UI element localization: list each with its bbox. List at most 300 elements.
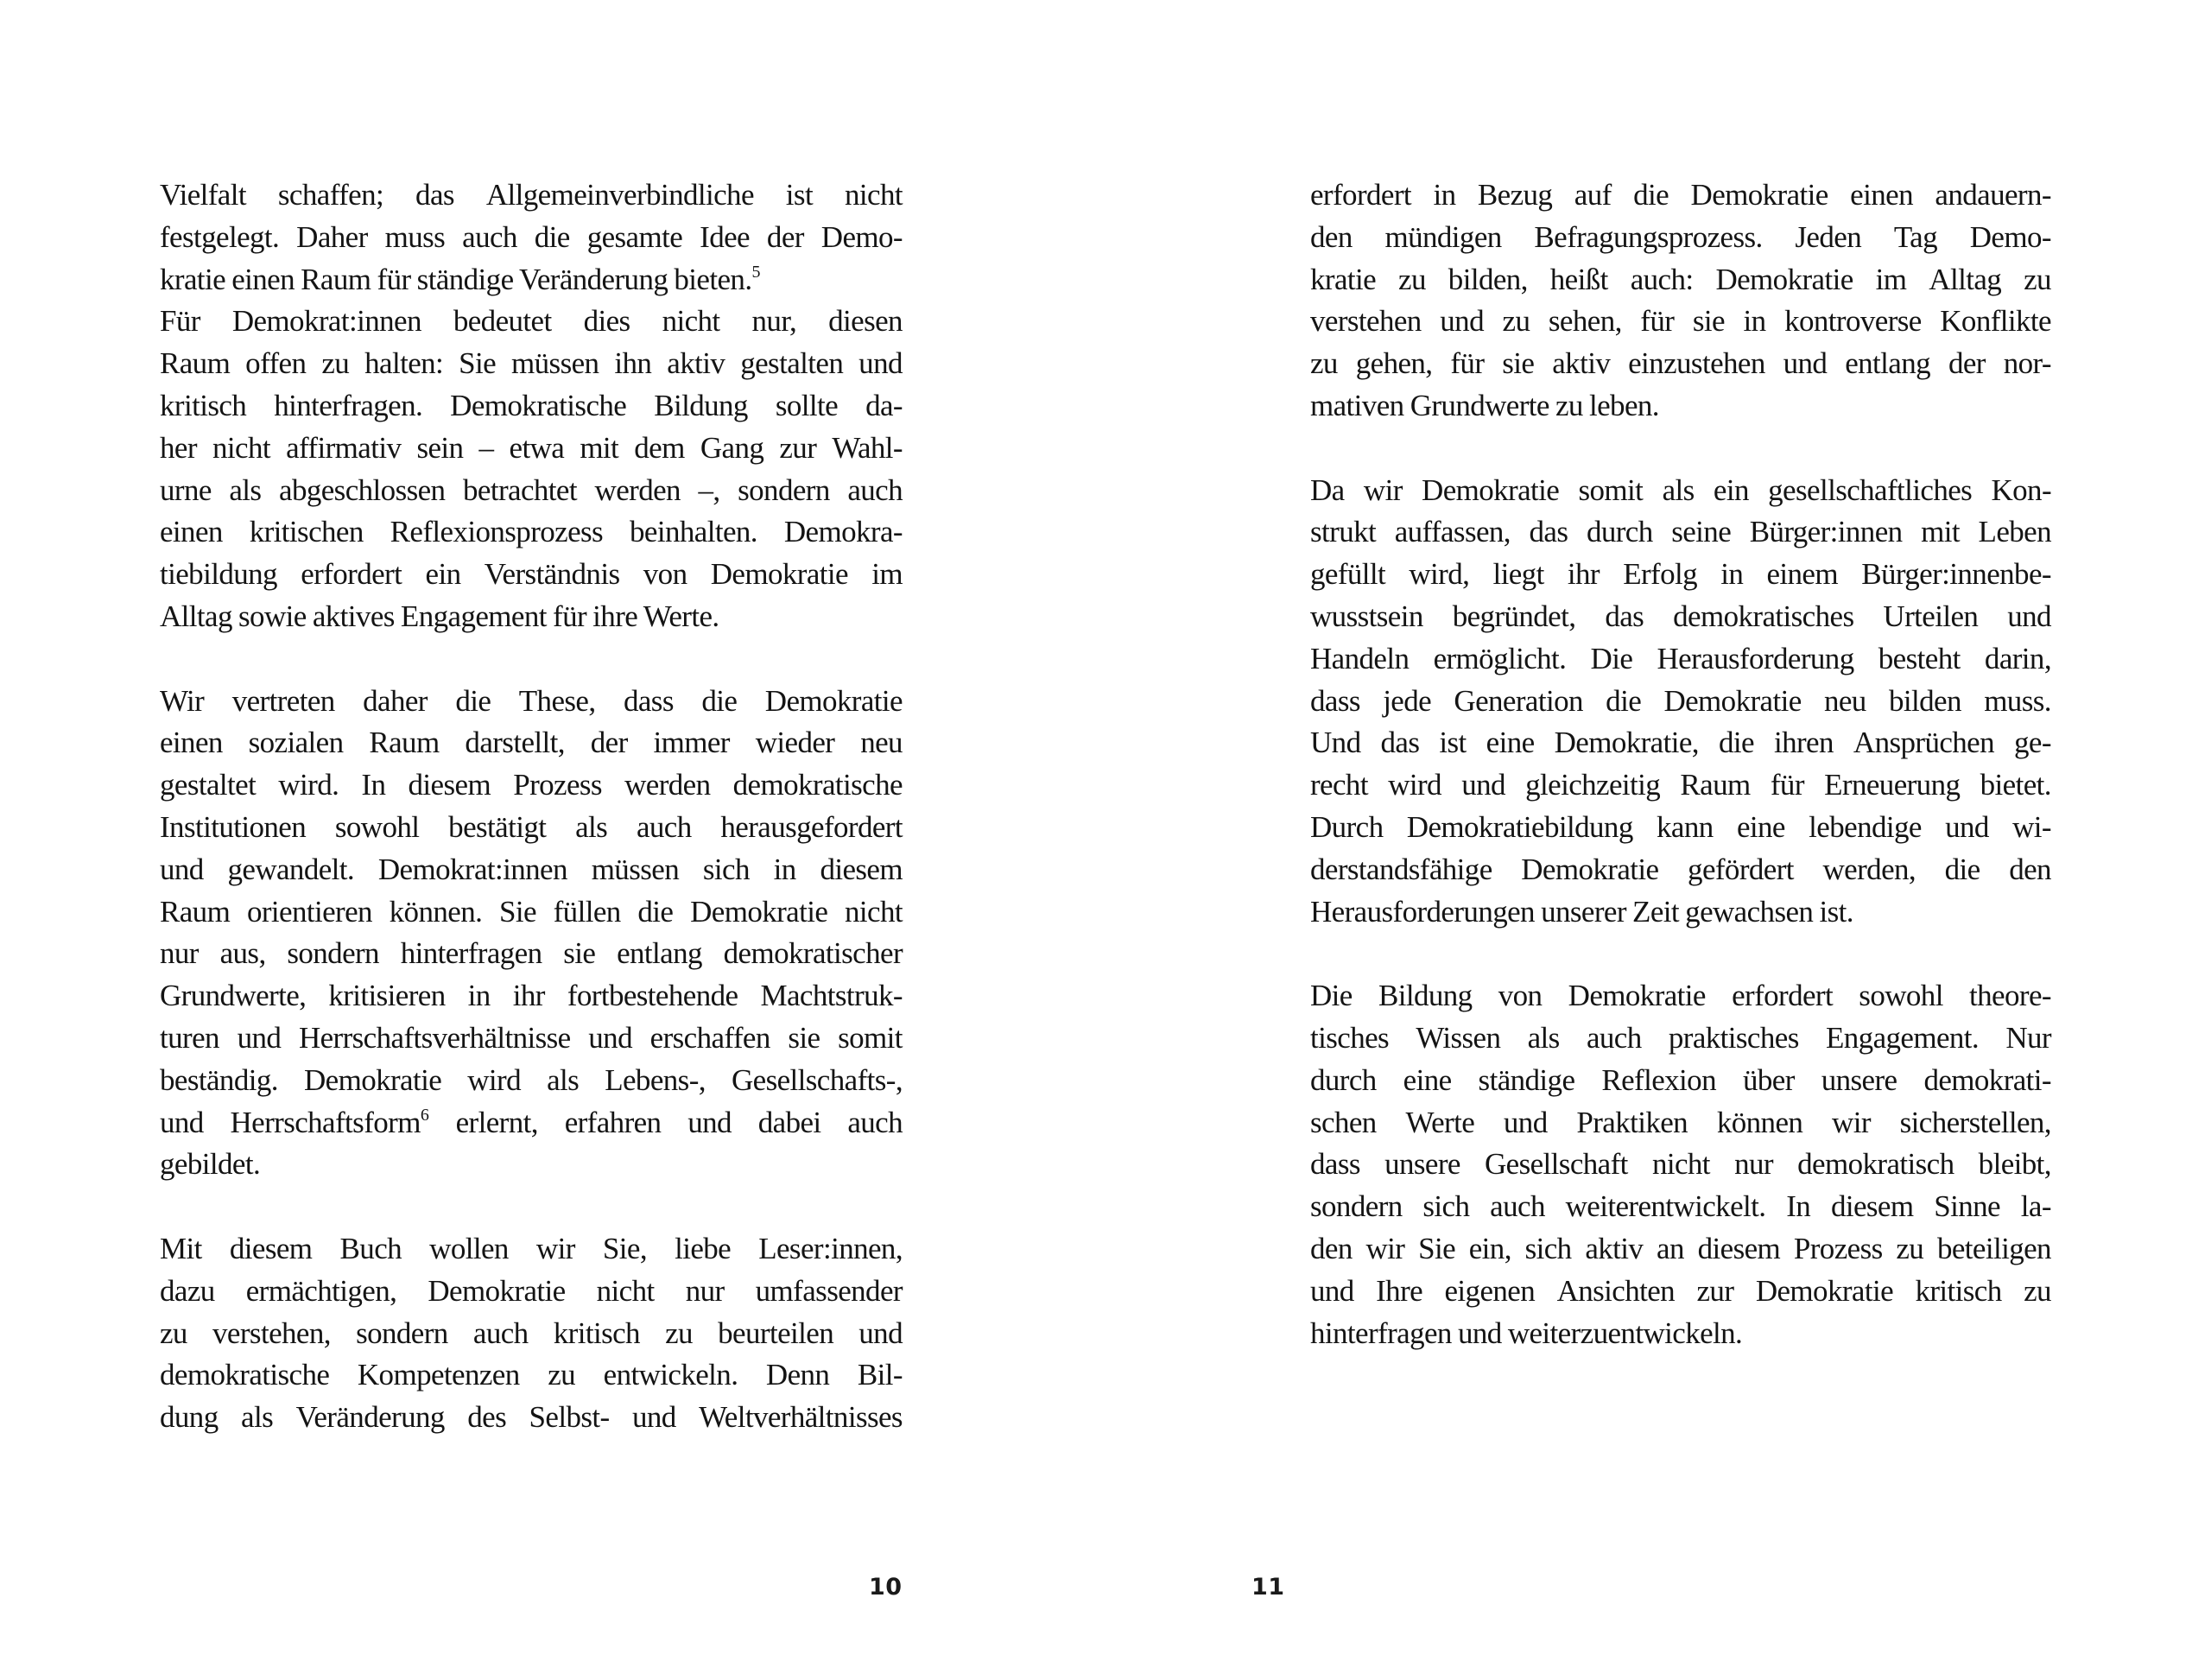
text-line	[1310, 511, 2051, 554]
word: erlernt,	[455, 1105, 538, 1139]
word: für	[1450, 346, 1485, 381]
word: einen	[160, 515, 223, 549]
word: sie	[1692, 304, 1725, 339]
word: auch	[847, 1105, 903, 1139]
word: Demokratie	[1568, 979, 1706, 1013]
word: kontroverse	[1784, 304, 1922, 339]
word: dies	[583, 304, 630, 339]
word: und	[1310, 1273, 1354, 1308]
word: einen	[1850, 178, 1913, 212]
right-page	[1106, 0, 2211, 1680]
word: seine	[1671, 515, 1732, 549]
word: auch	[847, 472, 903, 507]
text-line	[1310, 807, 2051, 849]
word: Urteilen	[1883, 599, 1979, 633]
word: zu	[1502, 304, 1530, 339]
word: wir	[1832, 1105, 1871, 1139]
word: sich	[1524, 1231, 1572, 1265]
word: daher	[363, 683, 428, 718]
word: müssen	[591, 852, 680, 886]
word: Befragungsprozess.	[1534, 219, 1763, 254]
word: und	[1503, 1105, 1548, 1139]
word: zu	[160, 1315, 187, 1350]
word: Demokratie	[303, 1062, 442, 1097]
left-page-number: 10	[869, 1574, 903, 1601]
word: Ihre	[1376, 1273, 1423, 1308]
word: ihr	[512, 979, 545, 1013]
text-line	[160, 385, 903, 428]
word: zur	[1696, 1273, 1734, 1308]
word: erfahren	[564, 1105, 662, 1139]
word: die	[1633, 178, 1669, 212]
word: Selbst-	[529, 1400, 610, 1435]
word: ermöglicht.	[1433, 641, 1567, 675]
word: Da	[1310, 472, 1345, 507]
word: tiebildung	[160, 557, 277, 592]
word: Demokratische	[450, 388, 627, 422]
word: Bezug	[1477, 178, 1553, 212]
word: Daher	[296, 219, 368, 254]
word: als	[547, 1062, 580, 1097]
word: diesen	[828, 304, 903, 339]
word: und	[632, 1400, 676, 1435]
text-line	[160, 975, 903, 1018]
word: wusstsein	[1310, 599, 1423, 633]
text-line	[1310, 174, 2051, 217]
word: kritisieren	[328, 979, 446, 1013]
word: und	[237, 1020, 282, 1055]
word: in	[1743, 304, 1766, 339]
word: als	[241, 1400, 274, 1435]
word: dung	[160, 1400, 219, 1435]
word: etwa	[509, 430, 565, 465]
word: jede	[1383, 683, 1432, 718]
word: ihn	[614, 346, 652, 381]
word: vertreten	[231, 683, 335, 718]
text-line	[1310, 259, 2051, 301]
text-line	[1310, 554, 2051, 596]
word: ein	[1713, 472, 1749, 507]
left-page-body-text	[160, 174, 903, 1439]
word: von	[643, 557, 687, 592]
word: aus,	[219, 936, 266, 971]
word: schaffen;	[277, 178, 384, 212]
word: urne	[160, 472, 212, 507]
word: Bürger:innen	[1749, 515, 1903, 549]
word: gesamte	[586, 219, 683, 254]
text-line	[1310, 1228, 2051, 1271]
word: nur,	[751, 304, 797, 339]
word: Wir	[160, 683, 205, 718]
word: nur	[685, 1273, 725, 1308]
word: und	[1783, 346, 1828, 381]
word: werden	[624, 768, 711, 802]
word: her	[160, 430, 197, 465]
line-text: mativen Grundwerte zu leben.	[1310, 388, 1659, 422]
word: auch	[1586, 1020, 1642, 1055]
word: Engagement.	[1825, 1020, 1980, 1055]
word: Buch	[339, 1231, 402, 1265]
word: ermächtigen,	[245, 1273, 397, 1308]
word: Konflikte	[1940, 304, 2051, 339]
word: Die	[1310, 979, 1353, 1013]
word: Mit	[160, 1231, 202, 1265]
word: Demokratie	[1422, 472, 1560, 507]
word: –	[478, 430, 494, 465]
word: beurteilen	[718, 1315, 834, 1350]
word: auch	[472, 1315, 529, 1350]
text-line	[160, 1354, 903, 1397]
word: In	[1786, 1189, 1811, 1224]
word: offen	[245, 346, 307, 381]
text-line	[160, 1018, 903, 1060]
word: halten:	[364, 346, 444, 381]
word: –,	[698, 472, 720, 507]
word: die	[534, 219, 570, 254]
text-line	[1310, 343, 2051, 385]
word: und	[1461, 768, 1505, 802]
word: verstehen,	[212, 1315, 331, 1350]
text-line	[160, 681, 903, 723]
text-line	[1310, 1060, 2051, 1102]
word: gestalten	[740, 346, 844, 381]
word: ist	[785, 178, 814, 212]
word: Demokratie	[1663, 683, 1802, 718]
word: beständig.	[160, 1062, 278, 1097]
word: Kompetenzen	[357, 1358, 520, 1392]
word: liegt	[1492, 557, 1544, 592]
word: und	[858, 1315, 903, 1350]
word: turen	[160, 1020, 219, 1055]
word: die	[455, 683, 491, 718]
word: entlang	[1845, 346, 1931, 381]
word: sie	[788, 1020, 820, 1055]
word: Herrschaftsverhältnisse	[298, 1020, 571, 1055]
word: Prozess	[1793, 1231, 1883, 1265]
word: kritisch	[1915, 1273, 2002, 1308]
text-line	[1310, 764, 2051, 807]
word: auf	[1574, 178, 1612, 212]
word: entlang	[617, 936, 702, 971]
word: erschaffen	[649, 1020, 770, 1055]
word: sowohl	[1859, 979, 1943, 1013]
word: Wahl-	[832, 430, 903, 465]
text-line	[1310, 638, 2051, 681]
word: wir	[1363, 472, 1403, 507]
word: über	[1742, 1062, 1795, 1097]
word: Veränderung	[295, 1400, 445, 1435]
word: durch	[1586, 515, 1653, 549]
word: die	[1606, 683, 1642, 718]
word: hinterfragen	[400, 936, 542, 971]
word: der	[590, 726, 628, 760]
word: können	[1716, 1105, 1803, 1139]
word: muss.	[1984, 683, 2051, 718]
word: nor-	[2003, 346, 2051, 381]
word: auch	[462, 219, 517, 254]
text-line	[160, 554, 903, 596]
word: Nur	[2005, 1020, 2051, 1055]
word: Bürger:innenbe-	[1861, 557, 2051, 592]
word: Praktiken	[1576, 1105, 1688, 1139]
word: kritisch	[553, 1315, 640, 1350]
word: ständige	[1478, 1062, 1575, 1097]
word: immer	[653, 726, 730, 760]
word: das	[1529, 515, 1568, 549]
word: gewandelt.	[227, 852, 355, 886]
paragraph-break	[160, 638, 903, 681]
word: für	[1770, 768, 1804, 802]
word: In	[361, 768, 386, 802]
paragraph-break	[160, 1186, 903, 1228]
word: einen	[160, 726, 223, 760]
word: Raum	[369, 726, 440, 760]
word: Allgemeinverbindliche	[485, 178, 754, 212]
word: erfordert	[1732, 979, 1834, 1013]
word: betrachtet	[463, 472, 577, 507]
word: mündigen	[1384, 219, 1502, 254]
word: Durch	[1310, 809, 1384, 844]
word: das	[1380, 726, 1420, 760]
word: und	[1440, 304, 1484, 339]
word: nicht	[844, 178, 903, 212]
footnote-marker[interactable]: 6	[420, 1105, 429, 1125]
word: Sinne	[1934, 1189, 2000, 1224]
word: Sie	[498, 894, 536, 929]
word: Reflexion	[1601, 1062, 1716, 1097]
word: Demokratie	[1755, 1273, 1894, 1308]
word: Demokratie	[1715, 262, 1853, 296]
word: und	[2007, 599, 2051, 633]
word: nur	[1734, 1147, 1773, 1182]
word: Raum	[160, 346, 231, 381]
word: sicherstellen,	[1899, 1105, 2051, 1139]
text-line	[160, 1102, 903, 1144]
word: entwickeln.	[603, 1358, 738, 1392]
word: bilden,	[1448, 262, 1528, 296]
word: Vielfalt	[160, 178, 246, 212]
text-line	[160, 1144, 903, 1186]
word: bilden	[1889, 683, 1961, 718]
word: wird	[467, 1062, 521, 1097]
word: Bil-	[857, 1358, 903, 1392]
word: wi-	[2012, 809, 2051, 844]
text-line	[1310, 1102, 2051, 1144]
word: müssen	[511, 346, 599, 381]
word: dass	[623, 683, 674, 718]
word: theore-	[1969, 979, 2051, 1013]
word: ein	[425, 557, 461, 592]
word: affirmativ	[286, 430, 402, 465]
word: sondern	[738, 472, 830, 507]
footnote-marker[interactable]: 5	[751, 262, 761, 282]
word: dem	[634, 430, 685, 465]
word: mit	[580, 430, 619, 465]
word: Alltag	[1929, 262, 2002, 296]
word: Demokratie	[710, 557, 848, 592]
word: Grundwerte,	[160, 979, 307, 1013]
word: eine	[1736, 809, 1785, 844]
word: Generation	[1454, 683, 1583, 718]
word: diesem	[820, 852, 903, 886]
word: Demokratie	[1521, 852, 1659, 886]
word: Demokratie	[764, 683, 903, 718]
text-line	[1310, 1144, 2051, 1186]
text-line	[160, 596, 903, 638]
text-line	[160, 511, 903, 554]
word: neu	[1823, 683, 1866, 718]
text-line	[160, 807, 903, 849]
word: auch:	[1630, 262, 1694, 296]
word: den	[2009, 852, 2051, 886]
word: als	[1662, 472, 1695, 507]
word: diesem	[1697, 1231, 1781, 1265]
word: somit	[838, 1020, 903, 1055]
word: muss	[384, 219, 446, 254]
word: fortbestehende	[567, 979, 738, 1013]
word: nicht	[596, 1273, 655, 1308]
word: praktisches	[1668, 1020, 1799, 1055]
text-line	[160, 849, 903, 891]
text-line	[160, 1313, 903, 1355]
word: gefüllt	[1310, 557, 1386, 592]
word: im	[871, 557, 903, 592]
word: dazu	[160, 1273, 215, 1308]
word: Demokratie	[1690, 178, 1828, 212]
word: beteiligen	[1936, 1231, 2051, 1265]
word: an	[1657, 1231, 1684, 1265]
word: für	[1640, 304, 1675, 339]
word: weiterentwickelt.	[1565, 1189, 1766, 1224]
word: Kon-	[1991, 472, 2051, 507]
text-line	[1310, 681, 2051, 723]
word: liebe	[675, 1231, 732, 1265]
word: diesem	[408, 768, 491, 802]
word: mit	[1921, 515, 1960, 549]
paragraph-break	[1310, 933, 2051, 975]
word: bestätigt	[448, 809, 547, 844]
word: Demokratie	[428, 1273, 566, 1308]
word: gestaltet	[160, 768, 257, 802]
word: Reflexionsprozess	[390, 515, 604, 549]
word: zur	[779, 430, 817, 465]
word: auch	[636, 809, 692, 844]
word: demokratische	[160, 1358, 330, 1392]
word: die	[637, 894, 674, 929]
word: ist	[1439, 726, 1467, 760]
word: darin,	[1984, 641, 2051, 675]
word: eine	[1403, 1062, 1452, 1097]
word: durch	[1310, 1062, 1377, 1097]
word: Lebens-,	[605, 1062, 706, 1097]
word: Demokratie	[690, 894, 828, 929]
word: Jeden	[1795, 219, 1862, 254]
text-line	[1310, 1313, 2051, 1355]
word: tisches	[1310, 1020, 1390, 1055]
word: demokratische	[732, 768, 903, 802]
word: besteht	[1878, 641, 1961, 675]
text-line	[160, 891, 903, 934]
word: den	[1310, 1231, 1353, 1265]
word: Idee	[700, 219, 750, 254]
word: nicht	[845, 894, 903, 929]
text-line	[160, 722, 903, 764]
word: kritisch	[160, 388, 247, 422]
word: Tag	[1893, 219, 1938, 254]
word: wollen	[429, 1231, 509, 1265]
word: Raum	[1680, 768, 1751, 802]
word: wird,	[1409, 557, 1470, 592]
word: abgeschlossen	[279, 472, 446, 507]
word: Demo-	[820, 219, 903, 254]
word: füllen	[553, 894, 621, 929]
word: wir	[1365, 1231, 1405, 1265]
word: und	[588, 1020, 632, 1055]
word: Machtstruk-	[760, 979, 903, 1013]
word: die	[1944, 852, 1980, 886]
right-page-number: 11	[1251, 1574, 1285, 1601]
word: sozialen	[248, 726, 344, 760]
word: diesem	[1830, 1189, 1914, 1224]
word: demokratisch	[1797, 1147, 1954, 1182]
word: umfassender	[755, 1273, 903, 1308]
text-line	[1310, 596, 2051, 638]
word: auch	[1490, 1189, 1545, 1224]
text-line	[160, 1228, 903, 1271]
word: und	[1945, 809, 1989, 844]
word: als	[229, 472, 262, 507]
word: Bildung	[1378, 979, 1473, 1013]
word: zu	[2024, 1273, 2051, 1308]
word: wir	[535, 1231, 575, 1265]
word: sein	[416, 430, 464, 465]
word: These,	[518, 683, 596, 718]
word: gefördert	[1688, 852, 1794, 886]
word: wird.	[278, 768, 339, 802]
word: zu	[321, 346, 350, 381]
word: Ansprüchen	[1853, 726, 1995, 760]
line-text: hinterfragen und weiterzuentwickeln.	[1310, 1315, 1743, 1350]
word: und	[687, 1105, 732, 1139]
word: aktiv	[1552, 346, 1611, 381]
word: Leben	[1978, 515, 2051, 549]
word: schen	[1310, 1105, 1377, 1139]
word: Demokra-	[783, 515, 903, 549]
word: Demokrat:innen	[231, 304, 421, 339]
word: zu	[2024, 262, 2051, 296]
word: werden	[594, 472, 681, 507]
word: von	[1498, 979, 1543, 1013]
word: heißt	[1549, 262, 1608, 296]
word: gleichzeitig	[1525, 768, 1661, 802]
word: ihr	[1567, 557, 1600, 592]
word: Erfolg	[1623, 557, 1698, 592]
word: Demokratiebildung	[1406, 809, 1633, 844]
text-line	[1310, 301, 2051, 343]
word: Sie,	[602, 1231, 647, 1265]
word: können.	[389, 894, 483, 929]
word: zu	[548, 1358, 576, 1392]
word: einzustehen	[1628, 346, 1765, 381]
word: sondern	[356, 1315, 448, 1350]
word: herausgefordert	[720, 809, 903, 844]
word: begründet,	[1452, 599, 1576, 633]
word: unsere	[1384, 1147, 1460, 1182]
word: Sie	[1418, 1231, 1456, 1265]
word: demokrati-	[1923, 1062, 2051, 1097]
word: und	[858, 346, 903, 381]
text-line	[1310, 891, 2051, 934]
